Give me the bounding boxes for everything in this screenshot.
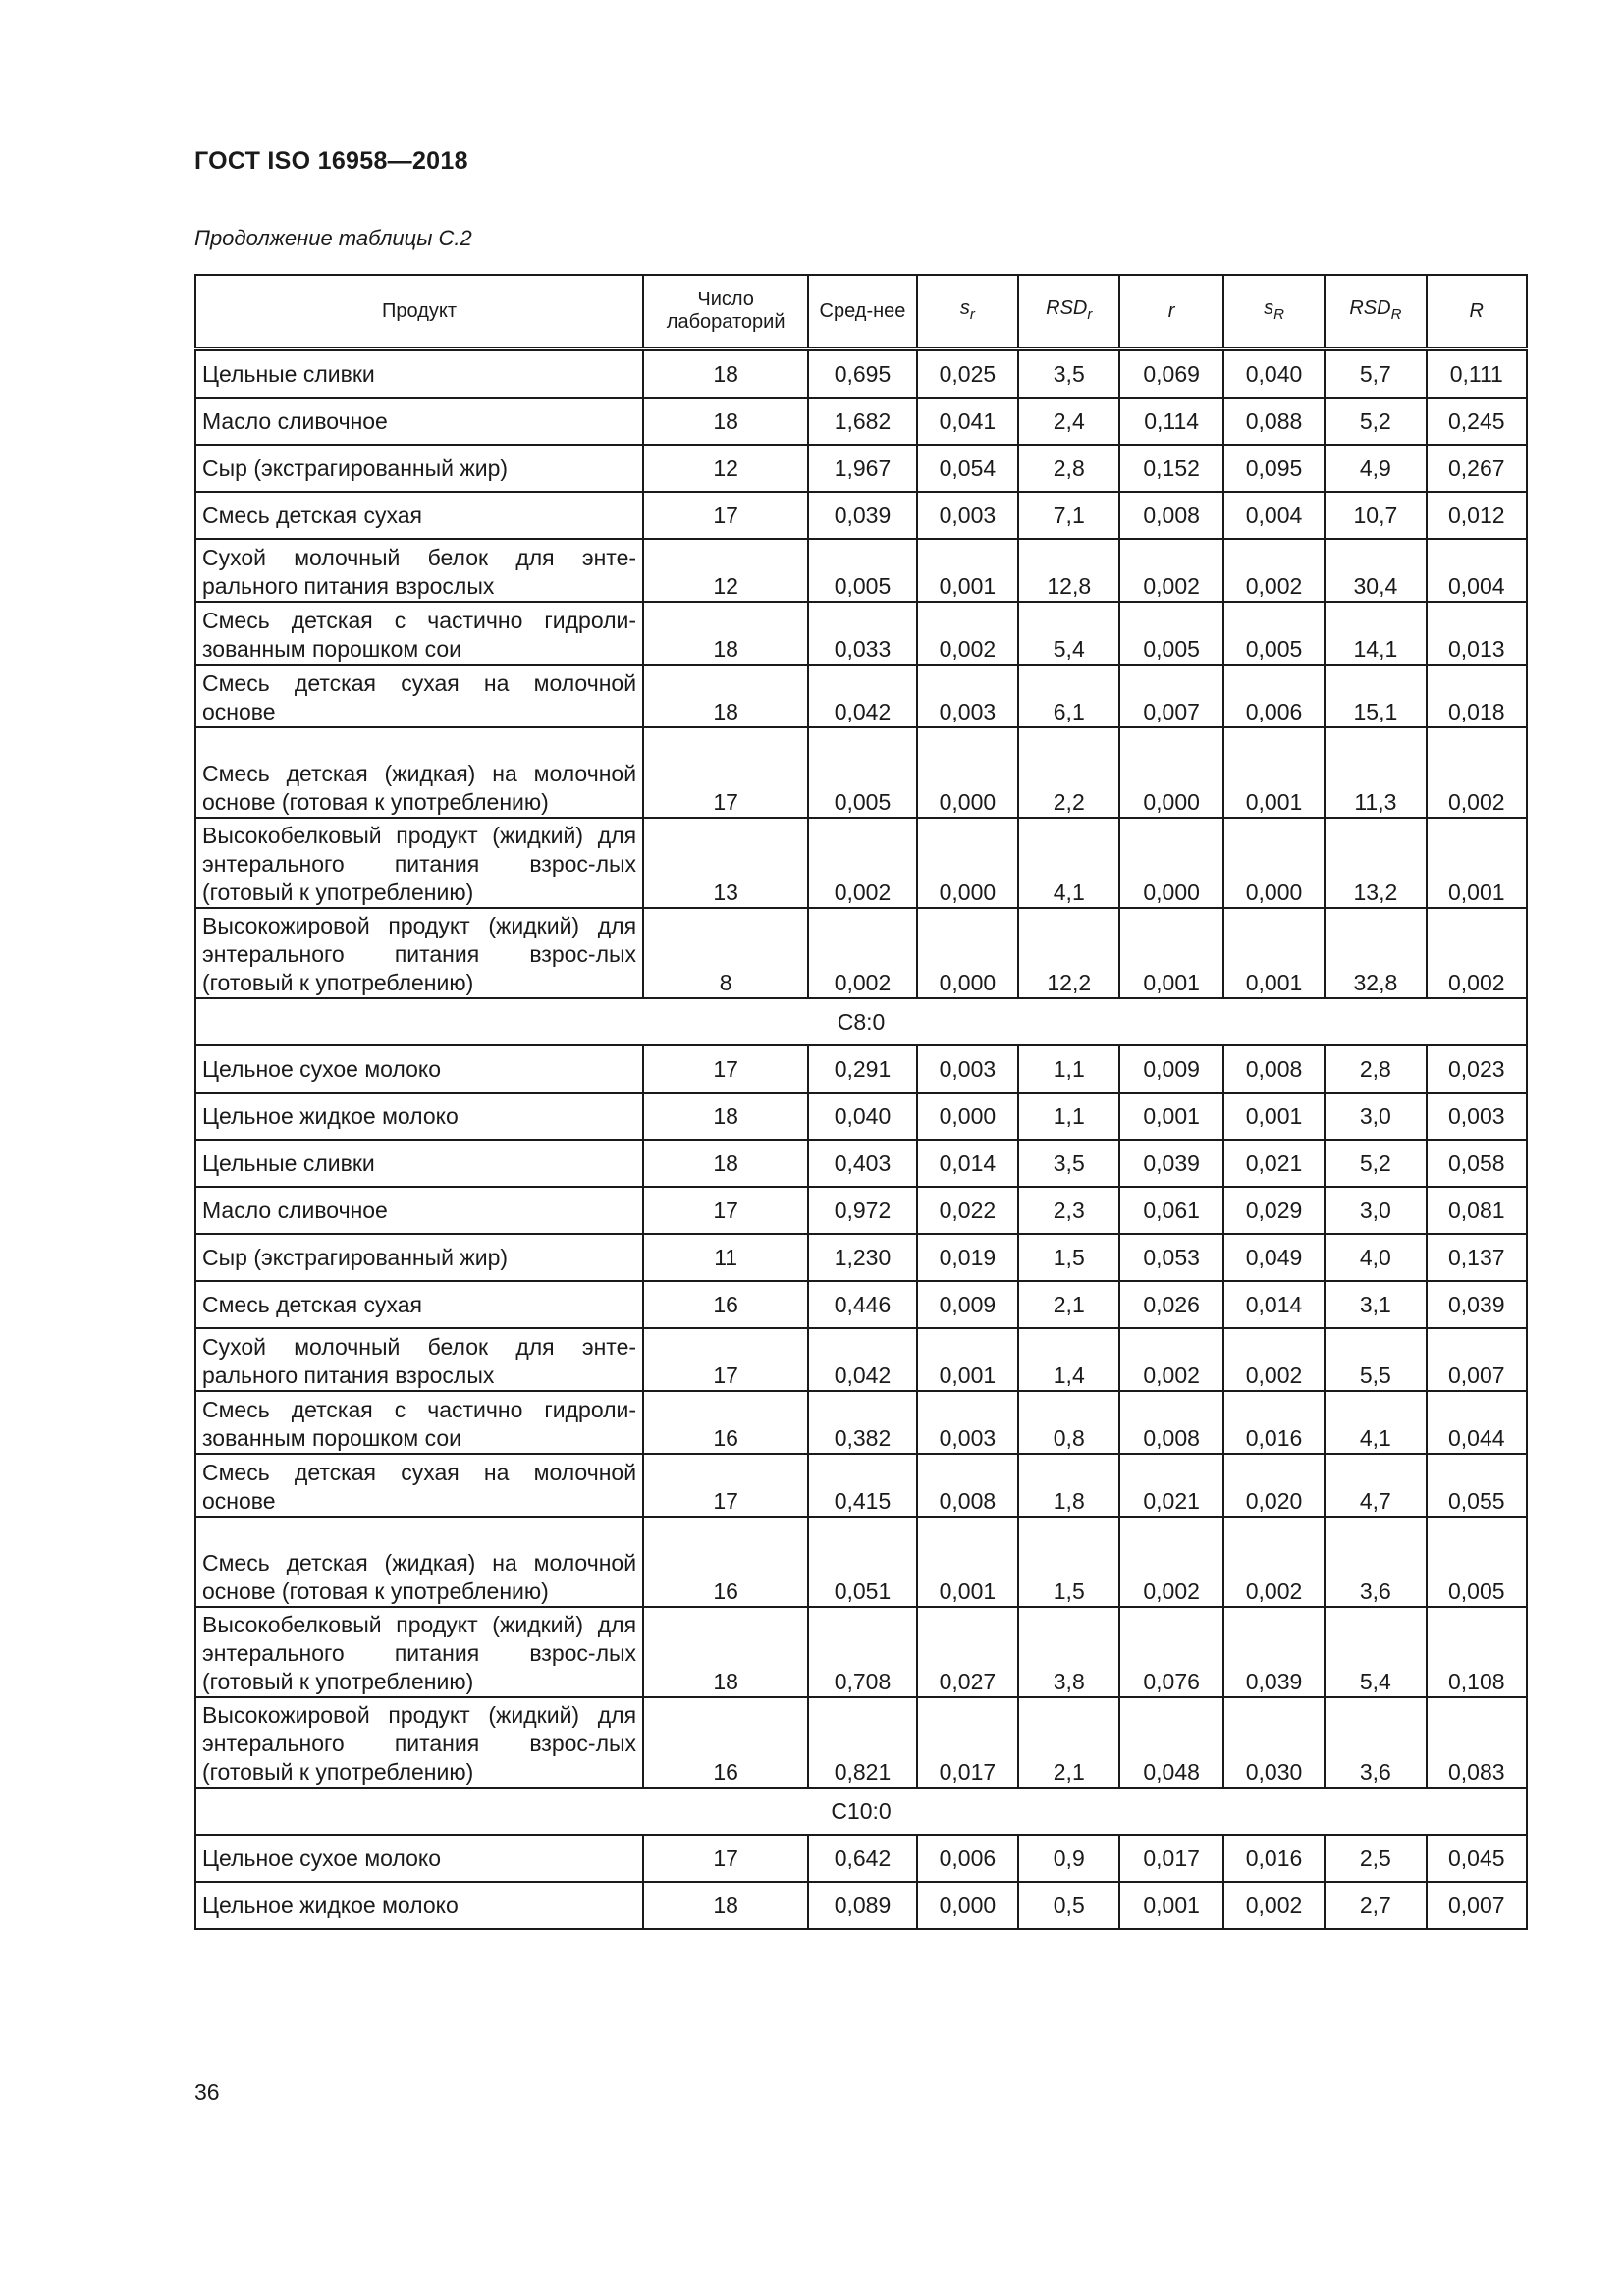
cell-labs: 17	[643, 1328, 808, 1391]
cell-r: 0,114	[1119, 398, 1222, 445]
cell-R: 0,058	[1427, 1140, 1527, 1187]
cell-rsdr: 1,1	[1018, 1045, 1119, 1093]
cell-sr: 0,008	[917, 1454, 1018, 1517]
cell-rsdr: 3,5	[1018, 1140, 1119, 1187]
cell-product: Смесь детская с частично гидроли-зованным порошком сои	[195, 602, 643, 665]
cell-rsdR: 3,0	[1325, 1187, 1426, 1234]
table-row	[195, 1391, 1527, 1454]
cell-labs: 18	[643, 665, 808, 727]
cell-labs: 17	[643, 1835, 808, 1882]
cell-r: 0,001	[1119, 908, 1222, 998]
cell-r: 0,007	[1119, 665, 1222, 727]
cell-rsdr: 6,1	[1018, 665, 1119, 727]
cell-rsdr: 0,8	[1018, 1391, 1119, 1454]
cell-mean: 0,695	[808, 349, 916, 399]
cell-sr: 0,003	[917, 665, 1018, 727]
cell-r: 0,009	[1119, 1045, 1222, 1093]
cell-mean: 0,040	[808, 1093, 916, 1140]
cell-sr: 0,001	[917, 1517, 1018, 1607]
cell-sR: 0,001	[1223, 1093, 1325, 1140]
table-row	[195, 1328, 1527, 1391]
cell-mean: 0,708	[808, 1607, 916, 1697]
table-row	[195, 1697, 1527, 1788]
cell-r: 0,017	[1119, 1835, 1222, 1882]
cell-R: 0,023	[1427, 1045, 1527, 1093]
header-R: R	[1427, 275, 1527, 349]
cell-sr: 0,027	[917, 1607, 1018, 1697]
cell-rsdr: 2,4	[1018, 398, 1119, 445]
table-row	[195, 492, 1527, 539]
cell-product: Сухой молочный белок для энте-рального питания взрослых	[195, 539, 643, 602]
cell-r: 0,008	[1119, 1391, 1222, 1454]
cell-product: Смесь детская сухая на молочной основе	[195, 665, 643, 727]
cell-rsdR: 5,4	[1325, 1607, 1426, 1697]
cell-product: Высокобелковый продукт (жидкий) для энтерального питания взрос-лых (готовый к употреблению)	[195, 818, 643, 908]
cell-product: Сухой молочный белок для энте-рального питания взрослых	[195, 1328, 643, 1391]
cell-R: 0,004	[1427, 539, 1527, 602]
cell-rsdr: 1,5	[1018, 1234, 1119, 1281]
cell-sr: 0,025	[917, 349, 1018, 399]
table-header-row	[195, 275, 1527, 349]
cell-mean: 0,415	[808, 1454, 916, 1517]
document-title: ГОСТ ISO 16958—2018	[194, 147, 468, 175]
cell-rsdR: 2,8	[1325, 1045, 1426, 1093]
cell-sR: 0,006	[1223, 665, 1325, 727]
header-r: r	[1119, 275, 1222, 349]
cell-rsdr: 2,2	[1018, 727, 1119, 818]
section-row	[195, 1788, 1527, 1835]
cell-sR: 0,016	[1223, 1835, 1325, 1882]
cell-r: 0,069	[1119, 349, 1222, 399]
table-row	[195, 1607, 1527, 1697]
cell-rsdR: 2,5	[1325, 1835, 1426, 1882]
header-mean: Сред-нее	[808, 275, 916, 349]
cell-rsdr: 7,1	[1018, 492, 1119, 539]
cell-sR: 0,030	[1223, 1697, 1325, 1788]
cell-labs: 18	[643, 602, 808, 665]
cell-product: Цельное жидкое молоко	[195, 1882, 643, 1929]
cell-rsdR: 10,7	[1325, 492, 1426, 539]
cell-rsdR: 5,2	[1325, 1140, 1426, 1187]
cell-R: 0,137	[1427, 1234, 1527, 1281]
cell-rsdR: 14,1	[1325, 602, 1426, 665]
cell-R: 0,002	[1427, 908, 1527, 998]
cell-sr: 0,006	[917, 1835, 1018, 1882]
cell-labs: 18	[643, 398, 808, 445]
cell-labs: 17	[643, 1187, 808, 1234]
cell-mean: 0,005	[808, 727, 916, 818]
cell-labs: 16	[643, 1281, 808, 1328]
cell-rsdR: 3,6	[1325, 1697, 1426, 1788]
cell-rsdR: 4,1	[1325, 1391, 1426, 1454]
cell-R: 0,245	[1427, 398, 1527, 445]
cell-R: 0,267	[1427, 445, 1527, 492]
cell-labs: 8	[643, 908, 808, 998]
cell-labs: 12	[643, 539, 808, 602]
table-row	[195, 1517, 1527, 1607]
cell-labs: 13	[643, 818, 808, 908]
table-body	[195, 349, 1527, 1930]
cell-rsdr: 2,1	[1018, 1697, 1119, 1788]
table-row	[195, 1882, 1527, 1929]
cell-r: 0,008	[1119, 492, 1222, 539]
cell-rsdR: 30,4	[1325, 539, 1426, 602]
cell-labs: 12	[643, 445, 808, 492]
cell-product: Масло сливочное	[195, 1187, 643, 1234]
cell-rsdR: 32,8	[1325, 908, 1426, 998]
cell-r: 0,001	[1119, 1882, 1222, 1929]
cell-sR: 0,002	[1223, 539, 1325, 602]
cell-rsdR: 4,0	[1325, 1234, 1426, 1281]
cell-rsdr: 0,5	[1018, 1882, 1119, 1929]
cell-R: 0,003	[1427, 1093, 1527, 1140]
cell-sR: 0,002	[1223, 1882, 1325, 1929]
cell-mean: 0,821	[808, 1697, 916, 1788]
table-row	[195, 908, 1527, 998]
cell-sR: 0,088	[1223, 398, 1325, 445]
cell-rsdr: 1,4	[1018, 1328, 1119, 1391]
cell-labs: 17	[643, 492, 808, 539]
cell-sr: 0,002	[917, 602, 1018, 665]
table-row	[195, 539, 1527, 602]
cell-sr: 0,022	[917, 1187, 1018, 1234]
cell-mean: 0,042	[808, 1328, 916, 1391]
cell-rsdR: 13,2	[1325, 818, 1426, 908]
cell-sR: 0,005	[1223, 602, 1325, 665]
header-product: Продукт	[195, 275, 643, 349]
cell-r: 0,001	[1119, 1093, 1222, 1140]
cell-rsdr: 12,2	[1018, 908, 1119, 998]
cell-labs: 18	[643, 1607, 808, 1697]
cell-mean: 0,382	[808, 1391, 916, 1454]
cell-sR: 0,016	[1223, 1391, 1325, 1454]
cell-sR: 0,039	[1223, 1607, 1325, 1697]
cell-sR: 0,001	[1223, 908, 1325, 998]
cell-rsdr: 2,8	[1018, 445, 1119, 492]
cell-R: 0,001	[1427, 818, 1527, 908]
cell-labs: 18	[643, 349, 808, 399]
cell-labs: 17	[643, 727, 808, 818]
cell-R: 0,018	[1427, 665, 1527, 727]
cell-mean: 0,972	[808, 1187, 916, 1234]
cell-mean: 0,042	[808, 665, 916, 727]
header-s-R: $s_R$	[1223, 275, 1325, 349]
section-row	[195, 998, 1527, 1045]
cell-sR: 0,021	[1223, 1140, 1325, 1187]
cell-mean: 0,002	[808, 818, 916, 908]
cell-labs: 18	[643, 1140, 808, 1187]
cell-sR: 0,095	[1223, 445, 1325, 492]
table-row	[195, 349, 1527, 399]
cell-sr: 0,000	[917, 818, 1018, 908]
cell-product: Высокожировой продукт (жидкий) для энтерального питания взрос-лых (готовый к употреблению)	[195, 1697, 643, 1788]
header-labs: Число лабораторий	[643, 275, 808, 349]
cell-R: 0,013	[1427, 602, 1527, 665]
cell-sr: 0,019	[917, 1234, 1018, 1281]
cell-rsdR: 15,1	[1325, 665, 1426, 727]
cell-rsdr: 2,1	[1018, 1281, 1119, 1328]
cell-R: 0,055	[1427, 1454, 1527, 1517]
section-label: С10:0	[195, 1788, 1527, 1835]
cell-r: 0,000	[1119, 818, 1222, 908]
cell-sr: 0,009	[917, 1281, 1018, 1328]
cell-sr: 0,003	[917, 492, 1018, 539]
table-row	[195, 398, 1527, 445]
cell-sR: 0,002	[1223, 1517, 1325, 1607]
cell-r: 0,002	[1119, 1328, 1222, 1391]
cell-rsdr: 12,8	[1018, 539, 1119, 602]
cell-labs: 17	[643, 1454, 808, 1517]
cell-rsdr: 0,9	[1018, 1835, 1119, 1882]
cell-sr: 0,014	[917, 1140, 1018, 1187]
cell-product: Смесь детская сухая	[195, 492, 643, 539]
cell-mean: 0,446	[808, 1281, 916, 1328]
header-s-r: $s_r$	[917, 275, 1018, 349]
cell-r: 0,005	[1119, 602, 1222, 665]
cell-mean: 0,033	[808, 602, 916, 665]
cell-rsdr: 1,8	[1018, 1454, 1119, 1517]
table-row	[195, 1140, 1527, 1187]
cell-product: Смесь детская (жидкая) на молочной основе (готовая к употреблению)	[195, 727, 643, 818]
cell-labs: 17	[643, 1045, 808, 1093]
cell-sr: 0,000	[917, 1093, 1018, 1140]
cell-rsdR: 11,3	[1325, 727, 1426, 818]
cell-product: Цельные сливки	[195, 1140, 643, 1187]
cell-sR: 0,029	[1223, 1187, 1325, 1234]
cell-rsdr: 1,1	[1018, 1093, 1119, 1140]
cell-rsdR: 5,7	[1325, 349, 1426, 399]
cell-rsdR: 4,9	[1325, 445, 1426, 492]
cell-sr: 0,001	[917, 1328, 1018, 1391]
cell-R: 0,007	[1427, 1328, 1527, 1391]
table-row	[195, 1045, 1527, 1093]
cell-R: 0,002	[1427, 727, 1527, 818]
cell-rsdR: 2,7	[1325, 1882, 1426, 1929]
cell-rsdR: 5,2	[1325, 398, 1426, 445]
cell-r: 0,061	[1119, 1187, 1222, 1234]
cell-r: 0,076	[1119, 1607, 1222, 1697]
table-row	[195, 1835, 1527, 1882]
cell-product: Цельное жидкое молоко	[195, 1093, 643, 1140]
cell-product: Сыр (экстрагированный жир)	[195, 1234, 643, 1281]
cell-sR: 0,000	[1223, 818, 1325, 908]
cell-product: Цельное сухое молоко	[195, 1835, 643, 1882]
cell-sr: 0,000	[917, 908, 1018, 998]
results-table	[194, 274, 1528, 1930]
table-row	[195, 665, 1527, 727]
cell-sR: 0,004	[1223, 492, 1325, 539]
cell-r: 0,026	[1119, 1281, 1222, 1328]
cell-sR: 0,040	[1223, 349, 1325, 399]
cell-rsdr: 3,8	[1018, 1607, 1119, 1697]
section-label: С8:0	[195, 998, 1527, 1045]
cell-mean: 0,403	[808, 1140, 916, 1187]
cell-R: 0,044	[1427, 1391, 1527, 1454]
table-row	[195, 1281, 1527, 1328]
cell-sr: 0,000	[917, 727, 1018, 818]
cell-r: 0,021	[1119, 1454, 1222, 1517]
cell-product: Сыр (экстрагированный жир)	[195, 445, 643, 492]
cell-R: 0,039	[1427, 1281, 1527, 1328]
cell-mean: 0,291	[808, 1045, 916, 1093]
cell-sr: 0,003	[917, 1391, 1018, 1454]
cell-labs: 16	[643, 1697, 808, 1788]
cell-sR: 0,020	[1223, 1454, 1325, 1517]
table-row	[195, 445, 1527, 492]
cell-labs: 18	[643, 1882, 808, 1929]
cell-product: Смесь детская с частично гидроли-зованным порошком сои	[195, 1391, 643, 1454]
header-rsd-r: $RSD_r$	[1018, 275, 1119, 349]
cell-mean: 0,051	[808, 1517, 916, 1607]
table-row	[195, 602, 1527, 665]
cell-R: 0,081	[1427, 1187, 1527, 1234]
cell-mean: 0,002	[808, 908, 916, 998]
cell-rsdR: 3,0	[1325, 1093, 1426, 1140]
cell-rsdr: 1,5	[1018, 1517, 1119, 1607]
cell-product: Высокожировой продукт (жидкий) для энтерального питания взрос-лых (готовый к употреблению)	[195, 908, 643, 998]
cell-r: 0,053	[1119, 1234, 1222, 1281]
cell-sr: 0,041	[917, 398, 1018, 445]
cell-mean: 1,682	[808, 398, 916, 445]
cell-product: Смесь детская сухая на молочной основе	[195, 1454, 643, 1517]
cell-product: Смесь детская (жидкая) на молочной основе (готовая к употреблению)	[195, 1517, 643, 1607]
cell-labs: 11	[643, 1234, 808, 1281]
cell-sr: 0,000	[917, 1882, 1018, 1929]
cell-R: 0,012	[1427, 492, 1527, 539]
cell-sr: 0,003	[917, 1045, 1018, 1093]
cell-rsdr: 5,4	[1018, 602, 1119, 665]
cell-R: 0,083	[1427, 1697, 1527, 1788]
cell-r: 0,152	[1119, 445, 1222, 492]
cell-mean: 0,005	[808, 539, 916, 602]
cell-mean: 0,642	[808, 1835, 916, 1882]
cell-rsdr: 3,5	[1018, 349, 1119, 399]
cell-sR: 0,001	[1223, 727, 1325, 818]
cell-sR: 0,014	[1223, 1281, 1325, 1328]
table-row	[195, 1454, 1527, 1517]
cell-product: Масло сливочное	[195, 398, 643, 445]
cell-r: 0,002	[1119, 1517, 1222, 1607]
cell-R: 0,045	[1427, 1835, 1527, 1882]
cell-sR: 0,002	[1223, 1328, 1325, 1391]
cell-r: 0,000	[1119, 727, 1222, 818]
cell-product: Цельное сухое молоко	[195, 1045, 643, 1093]
cell-rsdr: 4,1	[1018, 818, 1119, 908]
cell-sr: 0,017	[917, 1697, 1018, 1788]
cell-rsdr: 2,3	[1018, 1187, 1119, 1234]
cell-product: Смесь детская сухая	[195, 1281, 643, 1328]
cell-rsdR: 3,6	[1325, 1517, 1426, 1607]
cell-sr: 0,001	[917, 539, 1018, 602]
cell-rsdR: 5,5	[1325, 1328, 1426, 1391]
cell-mean: 1,967	[808, 445, 916, 492]
table-row	[195, 1093, 1527, 1140]
cell-mean: 0,039	[808, 492, 916, 539]
cell-sR: 0,008	[1223, 1045, 1325, 1093]
page-number: 36	[194, 2079, 220, 2105]
cell-product: Цельные сливки	[195, 349, 643, 399]
table-row	[195, 727, 1527, 818]
cell-R: 0,108	[1427, 1607, 1527, 1697]
cell-R: 0,005	[1427, 1517, 1527, 1607]
cell-mean: 1,230	[808, 1234, 916, 1281]
table-row	[195, 1187, 1527, 1234]
cell-rsdR: 4,7	[1325, 1454, 1426, 1517]
table-continuation-caption: Продолжение таблицы С.2	[194, 226, 472, 250]
cell-sR: 0,049	[1223, 1234, 1325, 1281]
cell-R: 0,007	[1427, 1882, 1527, 1929]
cell-labs: 18	[643, 1093, 808, 1140]
cell-R: 0,111	[1427, 349, 1527, 399]
cell-r: 0,048	[1119, 1697, 1222, 1788]
table-row	[195, 818, 1527, 908]
cell-labs: 16	[643, 1391, 808, 1454]
cell-r: 0,002	[1119, 539, 1222, 602]
cell-mean: 0,089	[808, 1882, 916, 1929]
cell-labs: 16	[643, 1517, 808, 1607]
cell-product: Высокобелковый продукт (жидкий) для энтерального питания взрос-лых (готовый к употреблению)	[195, 1607, 643, 1697]
header-rsd-R: $RSD_R$	[1325, 275, 1426, 349]
cell-sr: 0,054	[917, 445, 1018, 492]
cell-r: 0,039	[1119, 1140, 1222, 1187]
cell-rsdR: 3,1	[1325, 1281, 1426, 1328]
table-row	[195, 1234, 1527, 1281]
